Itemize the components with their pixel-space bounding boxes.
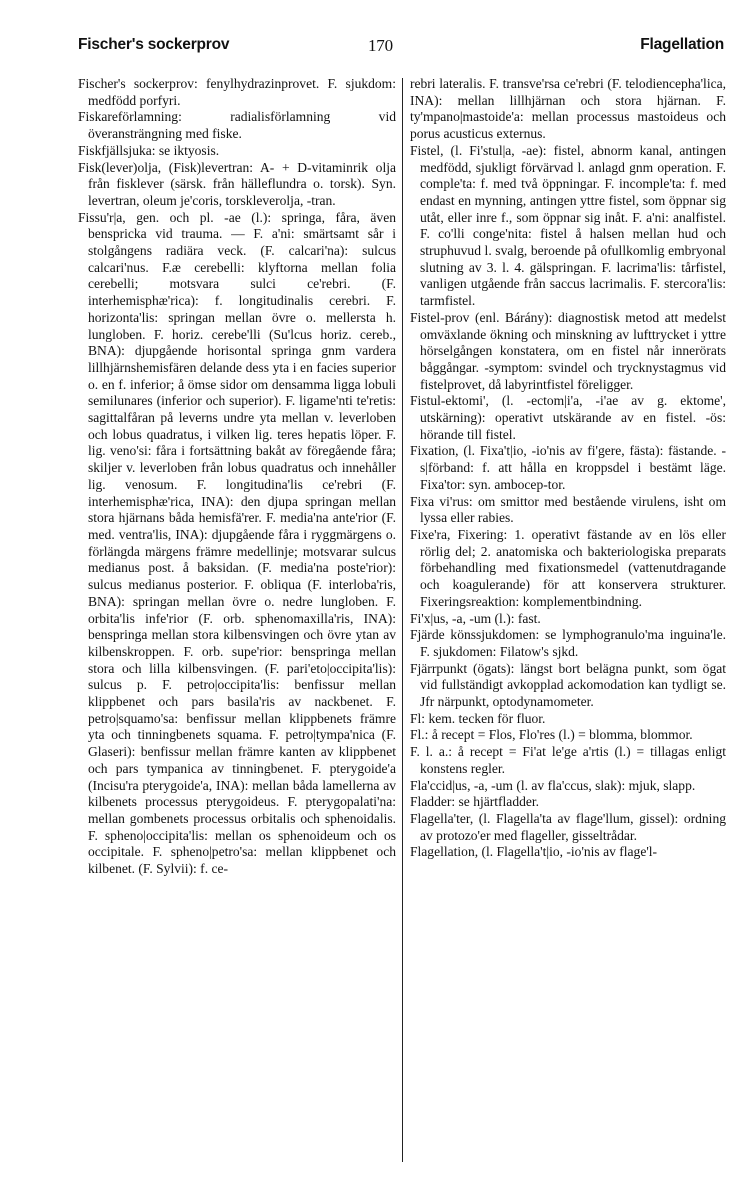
entry-flaccidus: Fla'ccid|us, -a, -um (l. av fla'ccus, slak): mjuk, slapp. xyxy=(410,777,696,793)
running-head-right: Flagellation xyxy=(640,36,724,53)
entry-fixus: Fi'x|us, -a, -um (l.): fast. xyxy=(410,610,541,626)
entry-fixa-virus: Fixa vi'rus: om smittor med bestående virulens, isht om lyssa eller rabies. xyxy=(410,493,726,526)
page-body xyxy=(70,76,726,1166)
entry-flagellation: Flagellation, (l. Flagella't|io, -io'nis av flage'l- xyxy=(410,844,658,860)
entry-fissura: Fissu'r|a, gen. och pl. -ae (l.): springa, fåra, även benspricka vid trauma. — F. a'ni: smärtsamt sår i stolgångens radiära veck. (F. calcari'na): sulcus calcari'nus. F.æ cerebelli: klyftorna mellan folia cerebelli; motsvara sulci ce'rebri. (F. interhemisphæ'rica): f. longitudinalis cerebri. F. horizonta'lis: springan mellan övre o. mellersta h. lungloben. F. horiz. cerebe'lli (Su'lcus horiz. cereb., BNA): djupgående horisontal springa gnm vardera lillhjärnshemisfären delande dess yta i en facies superior o. en f. inferior; å ömse sidor om densamma ligga lobuli semilunares (inferior och superior). F. ligame'nti te'retis: sagittalfåran på leverns undre yta mellan v. leverloben och lobus quadratus, i vilken lig. teres hepatis löper. F. lig. veno'si: fåra i fortsättning bakåt av föregående fåra; skiljer v. leverloben från lobus quadratus och innehåller lig. venosum. F. longitudina'lis ce'rebri (F. interhemisphæ'rica, INA): den djupa springan mellan stora hjärnans båda hemisfä'rer. F. media'na ante'rior (F. med. ventra'lis, INA): djupgående fåra i ryggmärgens o. förlängda märgens främre medellinje; motsvarar sulcus medianus post. å baksidan. (F. media'na poste'rior): sulcus medianus posterior. F. obliqua (F. interloba'ris, BNA): springan mellan övre o. nedre lungloben. F. orbita'lis infe'rior (F. orb. sphenomaxilla'ris, INA): benspringa mellan stora kilbensvingen och övre ytan av kilbenskroppen. F. orb. supe'rior: benspringa mellan stora och lilla kilbensvingen. (F. pari'eto|occipita'lis): sulcus p. F. petro|occipita'lis: benfissur mellan klippbenet och pars basila'ris av nackbenet. F. petro|squamo'sa: benfissur mellan klippbenets främre yta och tinningbenets squama. F. petro|tympa'nica (F. Glaseri): benfissur mellan främre kanten av klippbenet och pars tympanica av tinningbenet. F. pterygoide'a (Incisu'ra pterygoide'a, INA): mellan båda lamellerna av kilbenets processus pterygoideus. F. pterygopalati'na: mellan gombenets processus orbitalis och sphenoidalis. F. spheno|occipita'lis: mellan os sphenoideum och os occipitale. F. spheno|petro'sa: mellan klippbenet och kilbenet. (F. Sylvii): f. ce- xyxy=(78,209,396,877)
entry-fl-recept: Fl.: å recept = Flos, Flo'res (l.) = blomma, blommor. xyxy=(410,727,693,743)
page-number: 170 xyxy=(368,36,393,55)
entry-fiskleverolja: Fisk(lever)olja, (Fisk)levertran: A- + D-vitaminrik olja från fisklever (särsk. från hälleflundra o. torsk). Syn. levertran, oleum je'coris, torskleverolja, -tran. xyxy=(78,159,396,208)
page-header xyxy=(0,0,752,70)
left-column xyxy=(78,76,396,1164)
entry-fistel-prov: Fistel-prov (enl. Bárány): diagnostisk metod att medelst omväxlande ökning och minskning av lufttrycket i yttre hörselgången konstatera, om en fistel når innerörats båggångar. -symptom: svindel och trycknystagmus vid fistelprovet, då labyrintfistel föreligger. xyxy=(410,309,726,392)
entry-fjarrpunkt: Fjärrpunkt (ögats): längst bort belägna punkt, som ögat vid fullständigt avkopplad ackomodation kan tydligt se. Jfr närpunkt, optodynamometer. xyxy=(410,660,726,710)
entry-fissura-continued: rebri lateralis. F. transve'rsa ce'rebri (F. telodiencepha'lica, INA): mellan lillhjärnan och stora hjärnan. F. ty'mpano|mastoide'a: mellan processus mastoideus och porus acusticus externus. xyxy=(410,76,726,142)
entry-fixera: Fixe'ra, Fixering: 1. operativt fästande av en lös eller rörlig del; 2. anatomiska och bakteriologiska preparats förbehandling med fixationsmedel (vattenutdragande och koagulerande) för att konservera strukturer. Fixeringsreaktion: komplementbindning. xyxy=(410,526,726,609)
entry-fiskfjallsjuka: Fiskfjällsjuka: se iktyosis. xyxy=(78,142,220,158)
entry-fixation: Fixation, (l. Fixa't|io, -io'nis av fi'gere, fästa): fästande. -s|förband: f. att hålla en kroppsdel i bestämt läge. Fixa'tor: syn. ambocep-tor. xyxy=(410,443,726,492)
entry-fla: F. l. a.: å recept = Fi'at le'ge a'rtis (l.) = tillagas enligt konstens regler. xyxy=(410,744,726,776)
right-column xyxy=(410,76,726,1164)
entry-fistel: Fistel, (l. Fi'stul|a, -ae): fistel, abnorm kanal, antingen medfödd, sjukligt förvärvad l. anlagd gnm operation. F. comple'ta: f. med två öppningar. F. incomple'ta: f. med endast en mynning, antingen yttre fistel, som öppnar sig utåt, eller inre f., som öppnar sig inåt. F. a'ni: analfistel. F. co'lli conge'nita: fistel å halsen mellan hud och struphuvud l. svalg, beroende på ofullkomlig embryonal slutning av 3. l. 4. gälspringan. F. lacrima'lis: tårfistel, vanligen utgående från saccus lacrimalis. F. stercora'lis: tarmfistel. xyxy=(410,142,726,309)
entry-fistul-ektomi: Fistul-ektomi', (l. -ectom|i'a, -i'ae av g. ektome', utskärning): operativt utskärande av en fistel. -ös: hörande till fistel. xyxy=(410,393,726,442)
entry-flagellater: Flagella'ter, (l. Flagella'ta av flage'llum, gissel): ordning av protozo'er med flageller, gisseltrådar. xyxy=(410,810,726,843)
entry-fischers-sockerprov: Fischer's sockerprov: fenylhydrazinprovet. F. sjukdom: medfödd porfyri. xyxy=(78,76,396,108)
running-head-left: Fischer's sockerprov xyxy=(78,36,230,53)
entry-fl: Fl: kem. tecken för fluor. xyxy=(410,710,546,726)
entry-fiskareforlamning: Fiskareförlamning: radialisförlamning vid överansträngning med fiske. xyxy=(78,109,396,142)
column-divider xyxy=(402,78,403,1162)
entry-fladder: Fladder: se hjärtfladder. xyxy=(410,794,540,810)
entry-fjarde-konssjukdomen: Fjärde könssjukdomen: se lymphogranulo'ma inguina'le. F. sjukdomen: Filatow's sjkd. xyxy=(410,627,726,659)
